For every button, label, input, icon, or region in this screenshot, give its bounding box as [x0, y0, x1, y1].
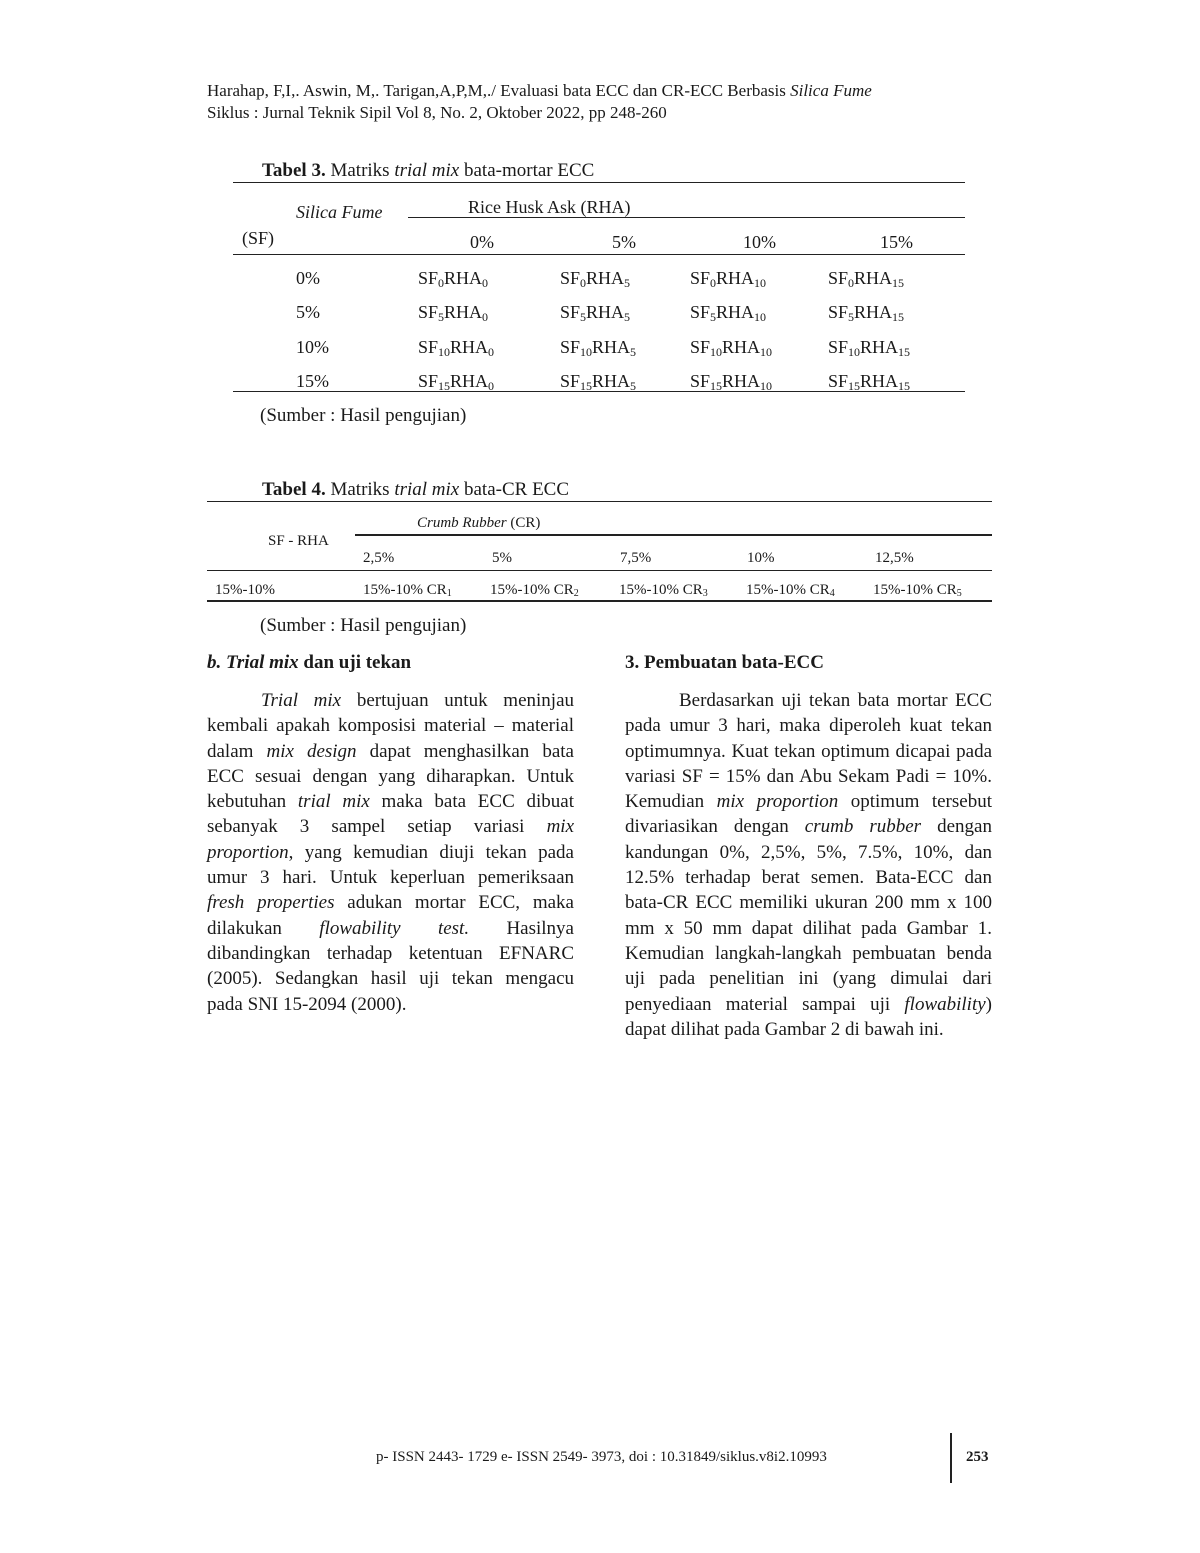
table3-cell-sf-sub: 0: [438, 276, 445, 290]
table4-row-value: 15%-10%: [215, 582, 275, 598]
table4-cell: [746, 582, 835, 599]
table3-cell: $SF_{10}RHA_5$: [560, 337, 637, 359]
table3-source: (Sumber : Hasil pengujian): [260, 405, 467, 426]
table3-cell-sf-sub: 15: [580, 379, 593, 393]
table3-caption-text-end: bata-mortar ECC: [459, 160, 595, 181]
table4-cell: [873, 582, 962, 599]
table4-cr-rule: [355, 534, 992, 536]
table3-cell: $SF_{10}RHA_{10}$: [690, 337, 773, 359]
table4-cell: [363, 582, 452, 599]
table3-cell: $SF_{10}RHA_0$: [418, 337, 495, 359]
term-italic: Trial mix: [261, 690, 342, 711]
term-italic: trial mix: [297, 791, 370, 813]
table3-cell-sf-sub: 5: [710, 310, 717, 324]
table4-bottom-rule: [207, 600, 992, 602]
table3-cell: $SF_{15}RHA_5$: [560, 371, 637, 393]
table4-caption-number: Tabel 4.: [262, 479, 326, 500]
table4-col-header: 2,5%: [363, 550, 395, 566]
term-italic: mix proportion: [207, 816, 574, 863]
table3-cell-rha-sub: 0: [482, 276, 489, 290]
table3-row-sf: 5%: [296, 302, 320, 322]
table3-cell-sf-sub: 10: [438, 345, 451, 359]
table4-row-label: SF - RHA: [268, 533, 329, 549]
table3-cell: $SF_5RHA_{10}$: [690, 302, 767, 324]
table3-cell-rha-sub: 5: [624, 310, 631, 324]
table3-cell-rha-sub: 5: [630, 379, 637, 393]
table3-bottom-rule: [233, 391, 965, 392]
table4-caption-italic: trial mix: [394, 479, 460, 500]
table3-sf-label-italic: Silica Fume: [296, 202, 383, 222]
table4-cr-label: [417, 515, 540, 532]
table3-cell-sf-sub: 15: [438, 379, 451, 393]
table3-cell-sf-sub: 15: [848, 379, 861, 393]
table3-cell-rha-sub: 0: [488, 379, 495, 393]
table3-cell-rha-sub: 10: [760, 379, 773, 393]
table3-cell: $SF_5RHA_0$: [418, 302, 489, 324]
paragraph-text: dapat menghasilkan bata ECC sesuai dengan yang diharapkan. Untuk kebutuhan: [207, 740, 574, 813]
running-header-authors: [207, 80, 872, 102]
table4-col-header: 5%: [492, 550, 512, 566]
table3-sf-label: [296, 202, 382, 223]
table3-row-sf: 15%: [296, 371, 329, 391]
table3-caption: [262, 160, 594, 182]
table3-cell-sf-sub: 0: [580, 276, 587, 290]
table3-col-header: 10%: [743, 232, 776, 252]
table3-cell-sf-sub: 10: [710, 345, 723, 359]
term-italic: mix design: [266, 740, 357, 762]
table3-col-header: 0%: [470, 232, 494, 252]
footer-divider: [950, 1433, 952, 1483]
paragraph-text: bertujuan untuk meninjau kembali apakah komposisi material – material dalam: [207, 690, 575, 762]
table3-caption-text: Matriks: [325, 160, 395, 181]
section-b-heading-rest: dan uji tekan: [298, 652, 412, 673]
table3-top-rule: [233, 182, 965, 183]
table3-cell: $SF_0RHA_{10}$: [690, 268, 767, 290]
paragraph-text: optimum tersebut divariasikan dengan: [625, 791, 992, 838]
page-number: 253: [966, 1449, 989, 1465]
table3-rha-rule: [408, 217, 965, 218]
table3-cell-rha-sub: 5: [630, 345, 637, 359]
paragraph-text: , yang kemudian diuji tekan pada umur 3 hari. Untuk keperluan pemeriksaan: [207, 841, 574, 889]
section-b-heading-italic: b. Trial mix: [207, 652, 299, 673]
table3-cell-rha-sub: 15: [892, 276, 905, 290]
table4-col-header: 10%: [747, 550, 775, 566]
table3-cell: $SF_{10}RHA_{15}$: [828, 337, 911, 359]
table3-row-sf: 10%: [296, 337, 329, 357]
footer-issn-doi: p- ISSN 2443- 1729 e- ISSN 2549- 3973, doi : 10.31849/siklus.v8i2.10993: [376, 1449, 827, 1465]
table4-header-rule: [207, 570, 992, 571]
table4-cell-prefix: 15%-10% CR: [619, 582, 703, 598]
table3-cell-sf-sub: 5: [438, 310, 445, 324]
table4-source: (Sumber : Hasil pengujian): [260, 615, 467, 636]
paragraph-text: ) dapat dilihat pada Gambar 2 di bawah ini.: [625, 993, 992, 1040]
table3-cell: $SF_5RHA_5$: [560, 302, 631, 324]
table4-cell-prefix: 15%-10% CR: [873, 582, 957, 598]
table3-cell-rha-sub: 5: [624, 276, 631, 290]
paragraph-text: dengan kandungan 0%, 2,5%, 5%, 7.5%, 10%, dan 12.5% terhadap berat semen. Bata-ECC dan bata-CR ECC memiliki ukuran 200 mm x 100 mm x 50 mm dapat dilihat pada Gambar 1. Kemudian langkah-langkah pembuatan benda uji pada penelitian ini (yang dimulai dari penyediaan material sampai uji: [625, 816, 992, 1015]
table3-caption-number: Tabel 3.: [262, 160, 326, 181]
table3-cell-rha-sub: 15: [898, 379, 911, 393]
table3-col-header: 15%: [880, 232, 913, 252]
paragraph-pembuatan: [625, 688, 992, 1042]
table4-cell-sub: 3: [702, 588, 708, 599]
table4-cell: [619, 582, 708, 599]
paragraph-text: maka bata ECC dibuat sebanyak 3 sampel setiap variasi: [207, 791, 574, 838]
table3-cell-sf-sub: 15: [710, 379, 723, 393]
section-3-heading: 3. Pembuatan bata-ECC: [625, 652, 824, 673]
table4-top-rule: [207, 501, 992, 502]
term-italic: mix proportion: [716, 791, 839, 813]
table3-cell-sf-sub: 10: [848, 345, 861, 359]
paragraph-text: adukan mortar ECC, maka dilakukan: [207, 892, 574, 939]
table3-cell-rha-sub: 10: [754, 276, 767, 290]
table4-cell-prefix: 15%-10% CR: [746, 582, 830, 598]
table4-caption: [262, 479, 569, 501]
header-italic-term: Silica Fume: [790, 81, 872, 100]
paragraph-text: Hasilnya dibandingkan terhadap ketentuan EFNARC (2005). Sedangkan hasil uji tekan mengacu pada SNI 15-2094 (2000).: [207, 917, 574, 1015]
table3-cell: $SF_5RHA_{15}$: [828, 302, 905, 324]
table3-cell-sf-sub: 5: [848, 310, 855, 324]
table3-cell-rha-sub: 0: [482, 310, 489, 324]
table3-cell-sf-sub: 5: [580, 310, 587, 324]
table3-cell-rha-sub: 0: [488, 345, 495, 359]
table4-caption-text: Matriks: [325, 479, 395, 500]
table4-cell-sub: 2: [573, 588, 579, 599]
table3-cell-rha-sub: 10: [760, 345, 773, 359]
section-b-heading: [207, 652, 411, 674]
table3-cell: $SF_0RHA_{15}$: [828, 268, 905, 290]
table3-header-rule: [233, 254, 965, 255]
paragraph-text: Berdasarkan uji tekan bata mortar ECC pada umur 3 hari, maka diperoleh kuat tekan optimumnya. Kuat tekan optimum dicapai pada variasi SF = 15% dan Abu Sekam Padi = 10%. Kemudian: [625, 690, 992, 813]
table3-col-header: 5%: [612, 232, 636, 252]
table4-cell-sub: 4: [829, 588, 835, 599]
table3-cell: $SF_0RHA_0$: [418, 268, 489, 290]
term-italic: flowability test.: [319, 917, 470, 939]
term-italic: fresh properties: [207, 892, 335, 914]
table4-cr-label-abbr: (CR): [506, 515, 541, 531]
table4-cell-prefix: 15%-10% CR: [490, 582, 574, 598]
table3-rha-label: Rice Husk Ask (RHA): [468, 197, 631, 217]
table3-cell-rha-sub: 15: [892, 310, 905, 324]
table4-caption-text-end: bata-CR ECC: [459, 479, 570, 500]
table4-cr-label-italic: Crumb Rubber: [417, 515, 507, 531]
table4-cell-sub: 5: [956, 588, 962, 599]
header-authors-title: Harahap, F,I,. Aswin, M,. Tarigan,A,P,M,./ Evaluasi bata ECC dan CR-ECC Berbasis: [207, 81, 791, 100]
table3-cell: $SF_0RHA_5$: [560, 268, 631, 290]
table3-cell-sf-sub: 0: [710, 276, 717, 290]
paragraph-trial-mix: [207, 688, 574, 1017]
running-header-journal: Siklus : Jurnal Teknik Sipil Vol 8, No. 2, Oktober 2022, pp 248-260: [207, 103, 667, 122]
table4-cell: [490, 582, 579, 599]
table4-col-header: 12,5%: [875, 550, 914, 566]
table3-cell: $SF_{15}RHA_0$: [418, 371, 495, 393]
table4-col-header: 7,5%: [620, 550, 652, 566]
table3-caption-italic: trial mix: [394, 160, 460, 181]
table3-cell-rha-sub: 15: [898, 345, 911, 359]
table3-cell: $SF_{15}RHA_{10}$: [690, 371, 773, 393]
table4-cell-sub: 1: [446, 588, 452, 599]
table3-cell: $SF_{15}RHA_{15}$: [828, 371, 911, 393]
table3-row-sf: 0%: [296, 268, 320, 288]
table3-cell-sf-sub: 0: [848, 276, 855, 290]
table3-sf-abbr: (SF): [242, 228, 275, 248]
table3-cell-sf-sub: 10: [580, 345, 593, 359]
table3-cell-rha-sub: 10: [754, 310, 767, 324]
term-italic: crumb rubber: [804, 816, 922, 838]
table4-cell-prefix: 15%-10% CR: [363, 582, 447, 598]
term-italic: flowability: [904, 993, 986, 1015]
